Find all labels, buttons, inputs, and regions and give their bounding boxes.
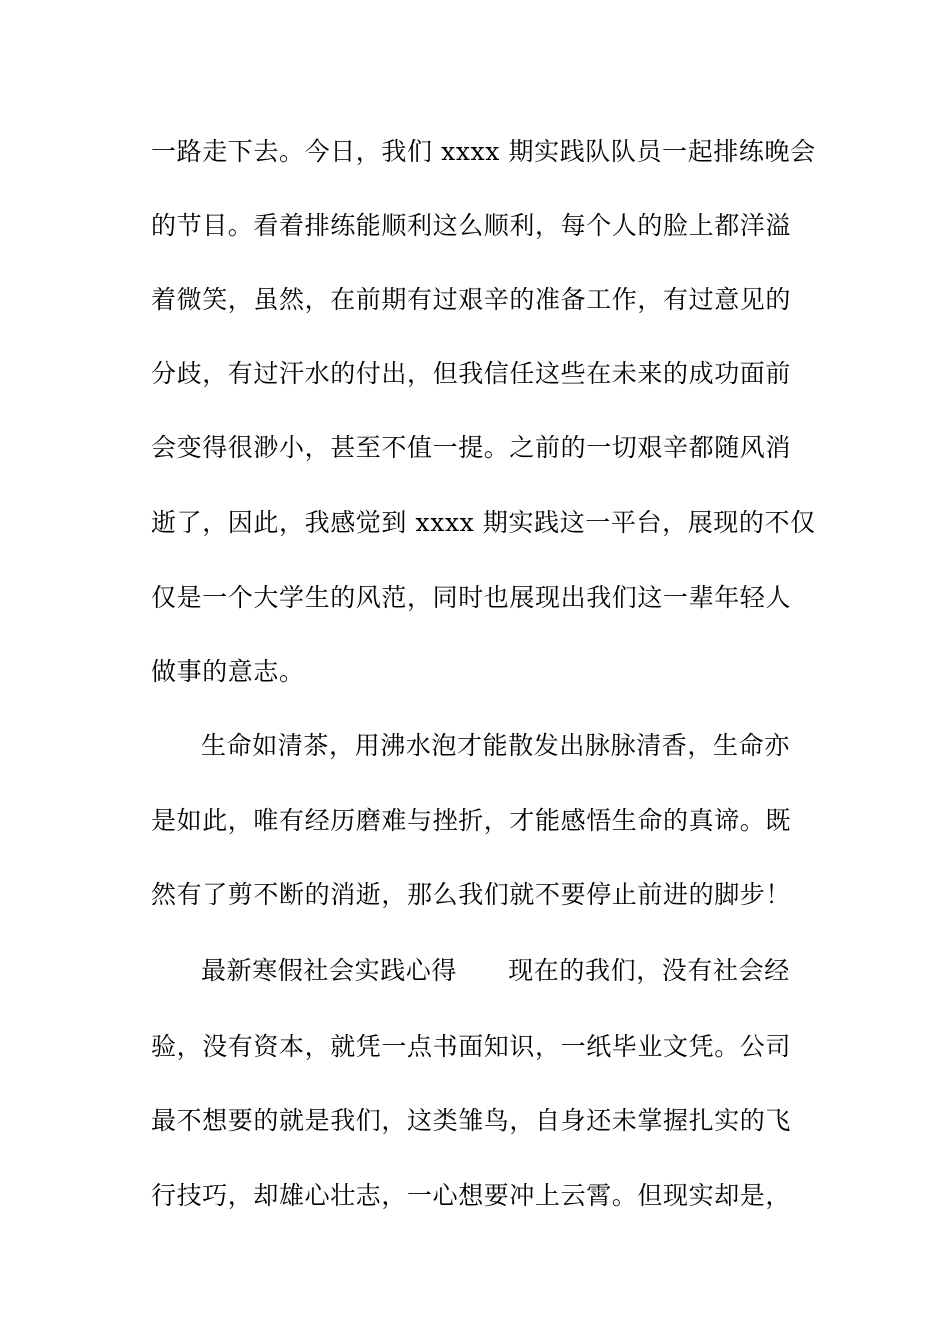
paragraph-3-line-2: 验，没有资本，就凭一点书面知识，一纸毕业文凭。公司 xyxy=(151,1032,792,1061)
paragraph-2-line-2: 是如此，唯有经历磨难与挫折，才能感悟生命的真谛。既 xyxy=(151,806,792,835)
paragraph-1-line-4: 分歧，有过汗水的付出，但我信任这些在未来的成功面前 xyxy=(151,359,792,388)
paragraph-2-line-3: 然有了剪不断的消逝，那么我们就不要停止前进的脚步！ xyxy=(151,880,792,909)
paragraph-1-line-2: 的节目。看着排练能顺利这么顺利，每个人的脸上都洋溢 xyxy=(151,211,792,240)
paragraph-3-line-1: 最新寒假社会实践心得 现在的我们，没有社会经 xyxy=(201,956,790,985)
paragraph-1-line-3: 着微笑，虽然，在前期有过艰辛的准备工作，有过意见的 xyxy=(151,285,792,314)
paragraph-2-line-1: 生命如清茶，用沸水泡才能散发出脉脉清香，生命亦 xyxy=(201,731,790,760)
paragraph-1-line-7: 仅是一个大学生的风范，同时也展现出我们这一辈年轻人 xyxy=(151,583,792,612)
paragraph-1-line-5: 会变得很渺小，甚至不值一提。之前的一切艰辛都随风消 xyxy=(151,433,792,462)
paragraph-1-line-6: 逝了，因此，我感觉到 xxxx 期实践这一平台，展现的不仅 xyxy=(151,508,816,537)
paragraph-3-line-3: 最不想要的就是我们，这类雏鸟，自身还未掌握扎实的飞 xyxy=(151,1106,792,1135)
paragraph-1-line-8: 做事的意志。 xyxy=(151,657,305,686)
paragraph-1-line-1: 一路走下去。今日，我们 xxxx 期实践队队员一起排练晚会 xyxy=(151,137,816,166)
paragraph-3-line-4: 行技巧，却雄心壮志，一心想要冲上云霄。但现实却是， xyxy=(151,1181,792,1210)
